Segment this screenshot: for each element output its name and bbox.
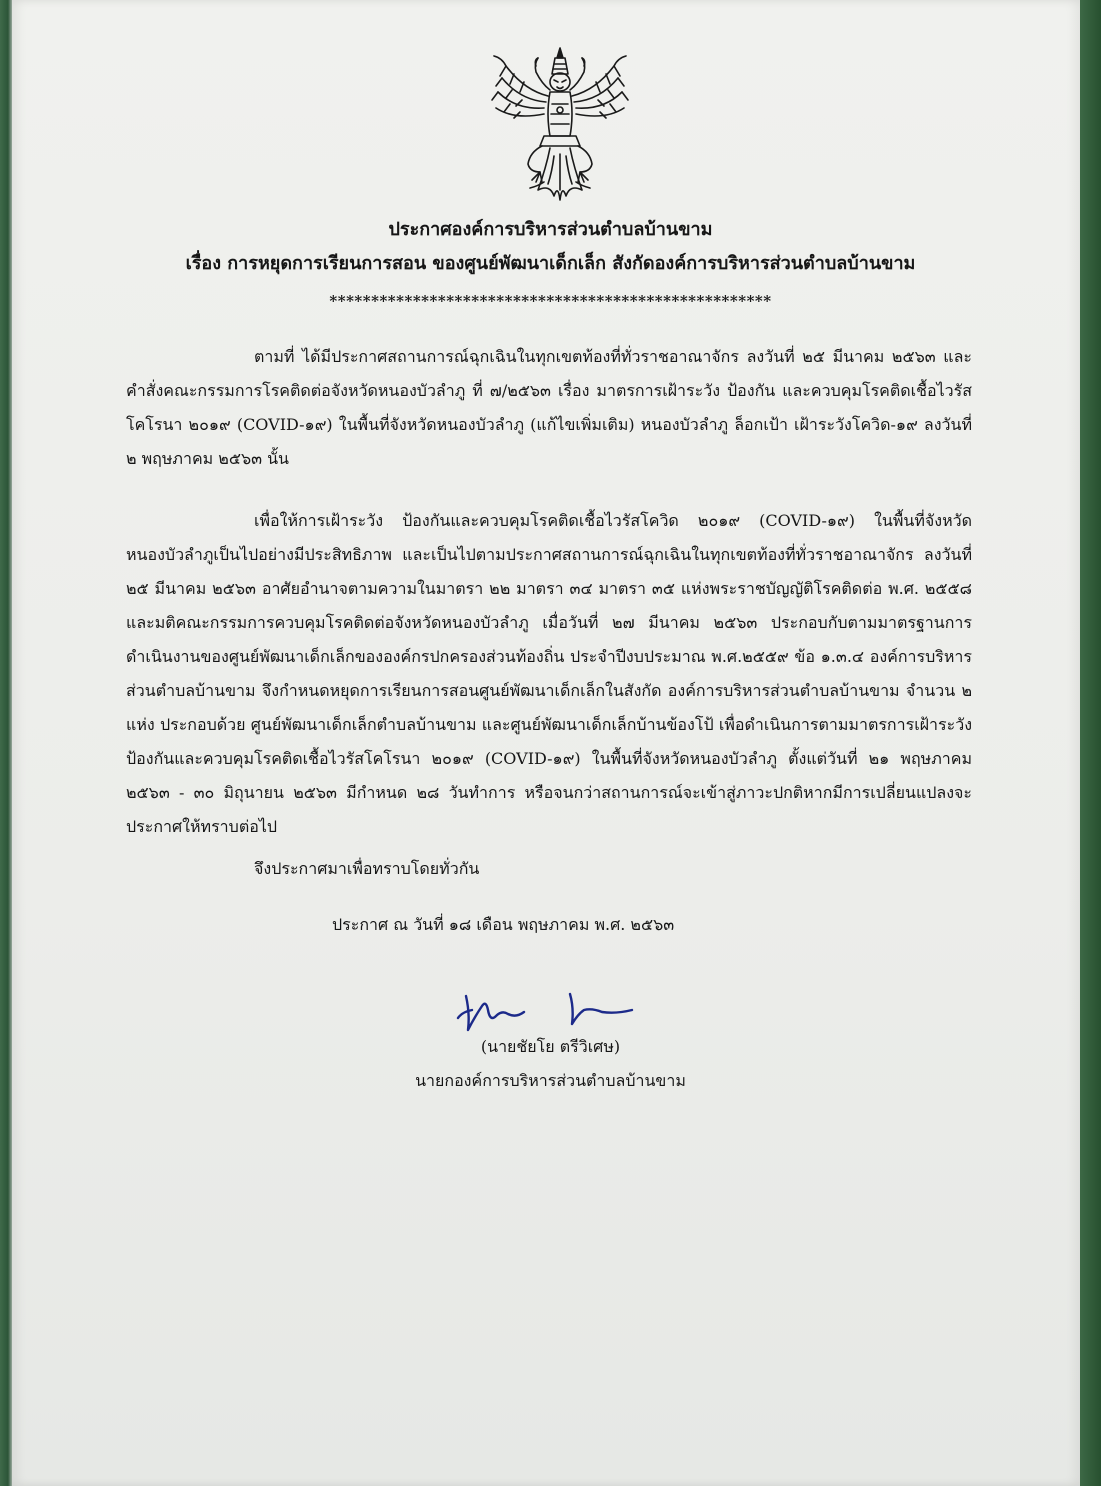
body-paragraph-1: ตามที่ ได้มีประกาศสถานการณ์ฉุกเฉินในทุกเขตท้องที่ทั่วราชอาณาจักร ลงวันที่ ๒๕ มีนาคม ๒๕๖๓ และคำสั่งคณะกรรมการโรคติดต่อจังหวัดหนองบัวลำภู ที่ ๗/๒๕๖๓ เรื่อง มาตรการเฝ้าระวัง ป้องกัน และควบคุมโรคติดเชื้อไวรัสโคโรนา ๒๐๑๙ (COVID-๑๙) ในพื้นที่จังหวัดหนองบัวลำภู (แก้ไขเพิ่มเติม) หนองบัวลำภู ล็อกเป้า เฝ้าระวังโควิด-๑๙ ลงวันที่ ๒ พฤษภาคม ๒๕๖๓ นั้น	[126, 347, 972, 468]
garuda-emblem-icon	[484, 44, 636, 204]
signer-title: นายกองค์การบริหารส่วนตำบลบ้านขาม	[415, 1071, 686, 1090]
handwritten-signature	[452, 988, 642, 1038]
signer-name: (นายชัยโย ตรีวิเศษ)	[480, 1037, 621, 1056]
closing-line: จึงประกาศมาเพื่อทราบโดยทั่วกัน	[254, 859, 480, 878]
announcement-subject: เรื่อง การหยุดการเรียนการสอน ของศูนย์พัฒนาเด็กเล็ก สังกัดองค์การบริหารส่วนตำบลบ้านขาม	[185, 253, 916, 274]
body-paragraph-2: เพื่อให้การเฝ้าระวัง ป้องกันและควบคุมโรคติดเชื้อไวรัสโควิด ๒๐๑๙ (COVID-๑๙) ในพื้นที่จังหวัดหนองบัวลำภูเป็นไปอย่างมีประสิทธิภาพ และเป็นไปตามประกาศสถานการณ์ฉุกเฉินในทุกเขตท้องที่ทั่วราชอาณาจักร ลงวันที่ ๒๕ มีนาคม ๒๕๖๓ อาศัยอำนาจตามความในมาตรา ๒๒ มาตรา ๓๔ มาตรา ๓๕ แห่งพระราชบัญญัติโรคติดต่อ พ.ศ. ๒๕๕๘ และมติคณะกรรมการควบคุมโรคติดต่อจังหวัดหนองบัวลำภู เมื่อวันที่ ๒๗ มีนาคม ๒๕๖๓ ประกอบกับตามมาตรฐานการดำเนินงานของศูนย์พัฒนาเด็กเล็กขององค์กรปกครองส่วนท้องถิ่น ประจำปีงบประมาณ พ.ศ.๒๕๕๙ ข้อ ๑.๓.๔ องค์การบริหารส่วนตำบลบ้านขาม จึงกำหนดหยุดการเรียนการสอนศูนย์พัฒนาเด็กเล็กในสังกัด องค์การบริหารส่วนตำบลบ้านขาม จำนวน ๒ แห่ง ประกอบด้วย ศูนย์พัฒนาเด็กเล็กตำบลบ้านขาม และศูนย์พัฒนาเด็กเล็กบ้านข้องโป้ เพื่อดำเนินการตามมาตรการเฝ้าระวัง ป้องกันและควบคุมโรคติดเชื้อไวรัสโคโรนา ๒๐๑๙ (COVID-๑๙) ในพื้นที่จังหวัดหนองบัวลำภู ตั้งแต่วันที่ ๒๑ พฤษภาคม ๒๕๖๓ - ๓๐ มิถุนายน ๒๕๖๓ มีกำหนด ๒๘ วันทำการ หรือจนกว่าสถานการณ์จะเข้าสู่ภาวะปกติหากมีการเปลี่ยนแปลงจะประกาศให้ทราบต่อไป	[126, 511, 972, 836]
announcement-date: ประกาศ ณ วันที่ ๑๘ เดือน พฤษภาคม พ.ศ. ๒๕๖๓	[332, 915, 675, 934]
separator-line: *****************************************************	[329, 292, 772, 310]
announcement-title: ประกาศองค์การบริหารส่วนตำบลบ้านขาม	[388, 219, 713, 240]
